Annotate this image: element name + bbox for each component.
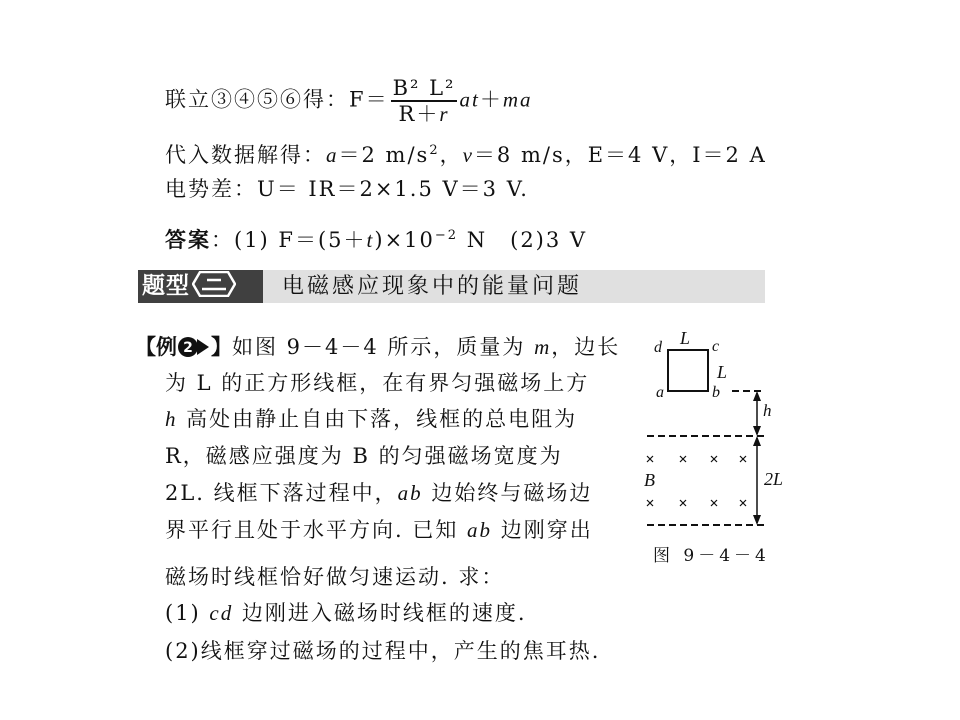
label-b: b bbox=[712, 384, 720, 401]
figure-caption: 图 9－4－4 bbox=[653, 546, 770, 566]
var-a: a bbox=[326, 143, 339, 167]
denominator-r: r bbox=[439, 102, 450, 126]
label-a: a bbox=[656, 384, 664, 401]
fraction bbox=[391, 76, 458, 126]
solution-line-2 bbox=[165, 141, 767, 169]
example-text: ，边长 bbox=[551, 335, 621, 359]
plus-sign: ＋ bbox=[479, 87, 503, 112]
example-label bbox=[135, 335, 232, 359]
section-tag bbox=[138, 270, 263, 303]
var-t: t bbox=[366, 228, 375, 252]
combined-equations-prefix: 联立③④⑤⑥得：F＝ bbox=[165, 87, 389, 112]
var-cd: cd bbox=[209, 601, 234, 625]
example-line-4 bbox=[165, 442, 563, 470]
label-2L: 2L bbox=[764, 469, 784, 489]
label-top-L: L bbox=[680, 328, 691, 348]
var-m: m bbox=[534, 335, 552, 359]
svg-text:2: 2 bbox=[183, 340, 193, 356]
example-text: 如图 9－4－4 所示，质量为 bbox=[232, 335, 535, 359]
example-text: 磁场时线框恰好做匀速运动. 求： bbox=[165, 565, 505, 589]
var-ab: ab bbox=[467, 518, 493, 542]
square-coil bbox=[668, 350, 708, 391]
answer-rest: N (2)3 V bbox=[458, 228, 588, 252]
question-1 bbox=[165, 599, 527, 627]
figure-9-4-4 bbox=[640, 325, 800, 570]
question-2 bbox=[165, 637, 600, 665]
example-line-1 bbox=[135, 333, 620, 361]
answer-mid: )×10 bbox=[374, 228, 435, 252]
example-text: 界平行且处于水平方向. 已知 bbox=[165, 518, 468, 542]
fraction-numerator: B² L² bbox=[392, 76, 456, 100]
example-text: 高处由静止自由下落，线框的总电阻为 bbox=[177, 407, 578, 431]
value-v-E-I: ＝8 m/s，E＝4 V，I＝2 A bbox=[473, 143, 767, 167]
example-text: R，磁感应强度为 B 的匀强磁场宽度为 bbox=[165, 444, 563, 468]
example-line-3 bbox=[165, 405, 577, 433]
answer-label: 答案 bbox=[165, 228, 211, 252]
substitution-prefix: 代入数据解得： bbox=[165, 143, 326, 167]
example-line-7 bbox=[165, 563, 504, 591]
section-title: 电磁感应现象中的能量问题 bbox=[282, 274, 583, 299]
solution-line-3: 电势差：U＝ IR＝2×1.5 V＝3 V. bbox=[165, 177, 529, 201]
example-line-5 bbox=[165, 479, 592, 507]
question-text: (2)线框穿过磁场的过程中，产生的焦耳热. bbox=[165, 639, 601, 663]
answer-line bbox=[165, 226, 587, 254]
example-number-badge-icon bbox=[177, 336, 211, 358]
example-line-6 bbox=[165, 516, 593, 544]
question-text: 边刚进入磁场时线框的速度. bbox=[233, 601, 527, 625]
exponent: 2 bbox=[429, 143, 440, 158]
example-text: 边始终与磁场边 bbox=[422, 481, 593, 505]
solution-line-1 bbox=[165, 76, 532, 126]
section-tag-label: 题型 bbox=[142, 273, 190, 299]
label-h: h bbox=[763, 401, 772, 420]
var-at: at bbox=[459, 87, 480, 112]
section-banner bbox=[138, 270, 765, 303]
var-ab: ab bbox=[397, 481, 423, 505]
label-B: B bbox=[644, 470, 655, 490]
separator: ， bbox=[439, 143, 463, 167]
var-v: v bbox=[462, 143, 474, 167]
example-line-2 bbox=[165, 369, 589, 397]
section-number-hexagon-icon bbox=[192, 271, 236, 297]
var-h: h bbox=[165, 407, 178, 431]
example-text: 2L. 线框下落过程中， bbox=[165, 481, 398, 505]
label-d: d bbox=[654, 339, 662, 356]
example-text: 边刚穿出 bbox=[492, 518, 593, 542]
example-label-close: 】 bbox=[211, 335, 232, 359]
question-number: (1) bbox=[165, 601, 210, 625]
label-side-L: L bbox=[717, 362, 728, 382]
value-a: ＝2 m/s bbox=[338, 143, 430, 167]
example-label-open: 【例 bbox=[135, 335, 177, 359]
answer-exponent: −2 bbox=[434, 228, 459, 243]
label-c: c bbox=[712, 338, 720, 355]
var-ma: ma bbox=[502, 87, 533, 112]
fraction-denominator bbox=[391, 102, 458, 126]
magnetic-field-crosses bbox=[647, 456, 746, 506]
answer-part1: ：(1) F＝(5＋ bbox=[211, 228, 367, 252]
example-text: 为 L 的正方形线框，在有界匀强磁场上方 bbox=[165, 371, 590, 395]
denominator-R: R＋ bbox=[398, 102, 440, 126]
